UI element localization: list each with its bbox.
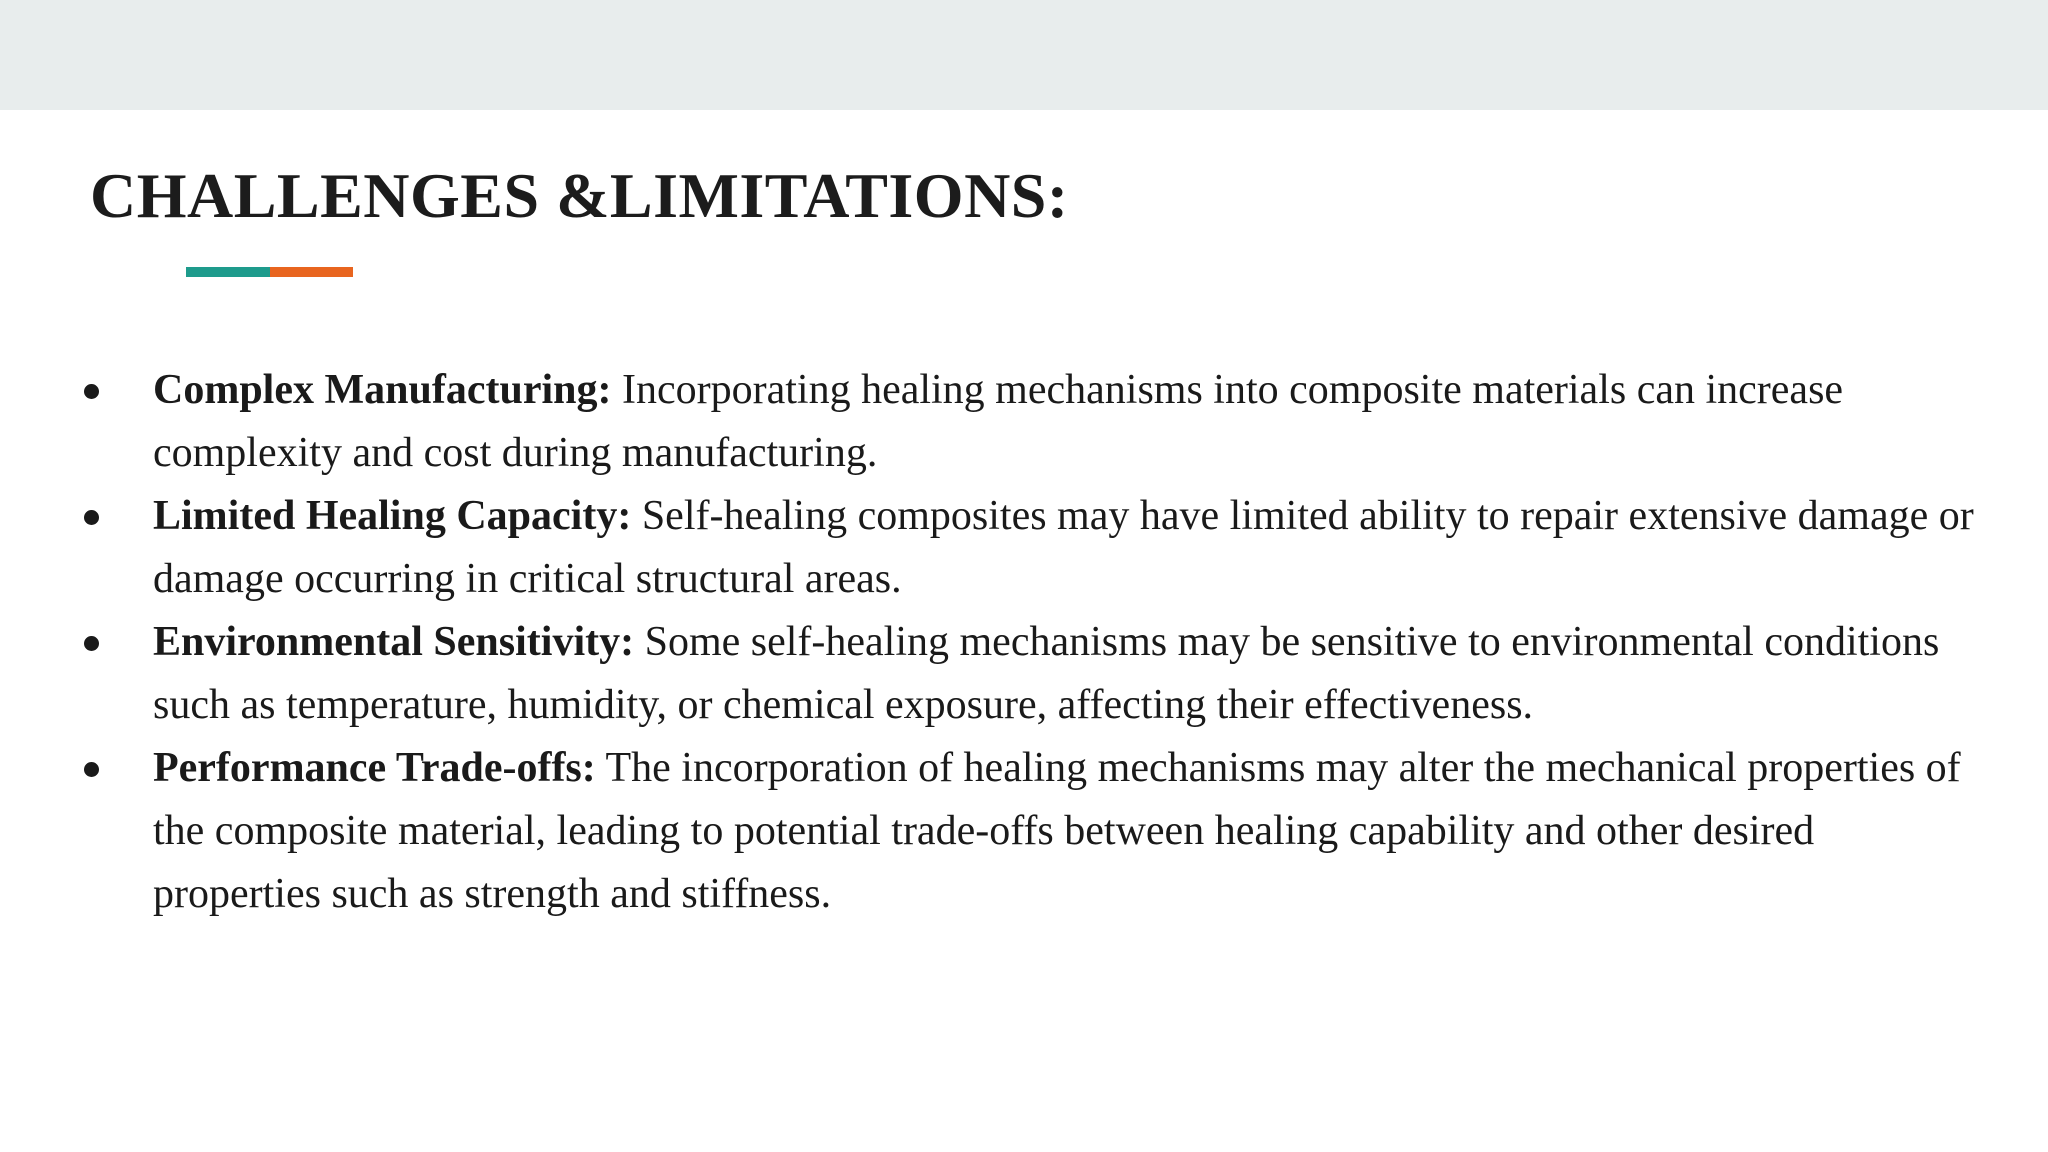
bullet-item-limited-healing-capacity <box>80 485 1980 611</box>
bullet-text: Some self-healing mechanisms may be sensitive to environmental conditions such as temperature, humidity, or chemical exposure, affecting their effectiveness. <box>153 619 1940 728</box>
challenges-bullet-list <box>80 359 1980 926</box>
bullet-term: Environmental Sensitivity: <box>153 619 635 665</box>
bullet-text: The incorporation of healing mechanisms may alter the mechanical properties of the composite material, leading to potential trade-offs between healing capability and other desired properties such as strength and stiffness. <box>153 745 1961 917</box>
bullet-item-environmental-sensitivity <box>80 611 1980 737</box>
bullet-term: Complex Manufacturing: <box>153 367 612 413</box>
bullet-item-performance-trade-offs <box>80 737 1980 926</box>
bullet-dot-icon <box>84 636 99 651</box>
bullet-term: Performance Trade-offs: <box>153 745 596 791</box>
accent-bar-teal-segment <box>186 267 270 277</box>
title-accent-bar <box>186 267 353 277</box>
bullet-term: Limited Healing Capacity: <box>153 493 632 539</box>
top-header-band <box>0 0 2048 110</box>
bullet-dot-icon <box>84 510 99 525</box>
slide-title: CHALLENGES &LIMITATIONS: <box>90 160 1069 231</box>
bullet-item-complex-manufacturing <box>80 359 1980 485</box>
bullet-text: Incorporating healing mechanisms into composite materials can increase complexity and cost during manufacturing. <box>153 367 1844 476</box>
bullet-dot-icon <box>84 384 99 399</box>
bullet-dot-icon <box>84 762 99 777</box>
bullet-text: Self-healing composites may have limited ability to repair extensive damage or damage occurring in critical structural areas. <box>153 493 1974 602</box>
accent-bar-orange-segment <box>270 267 354 277</box>
